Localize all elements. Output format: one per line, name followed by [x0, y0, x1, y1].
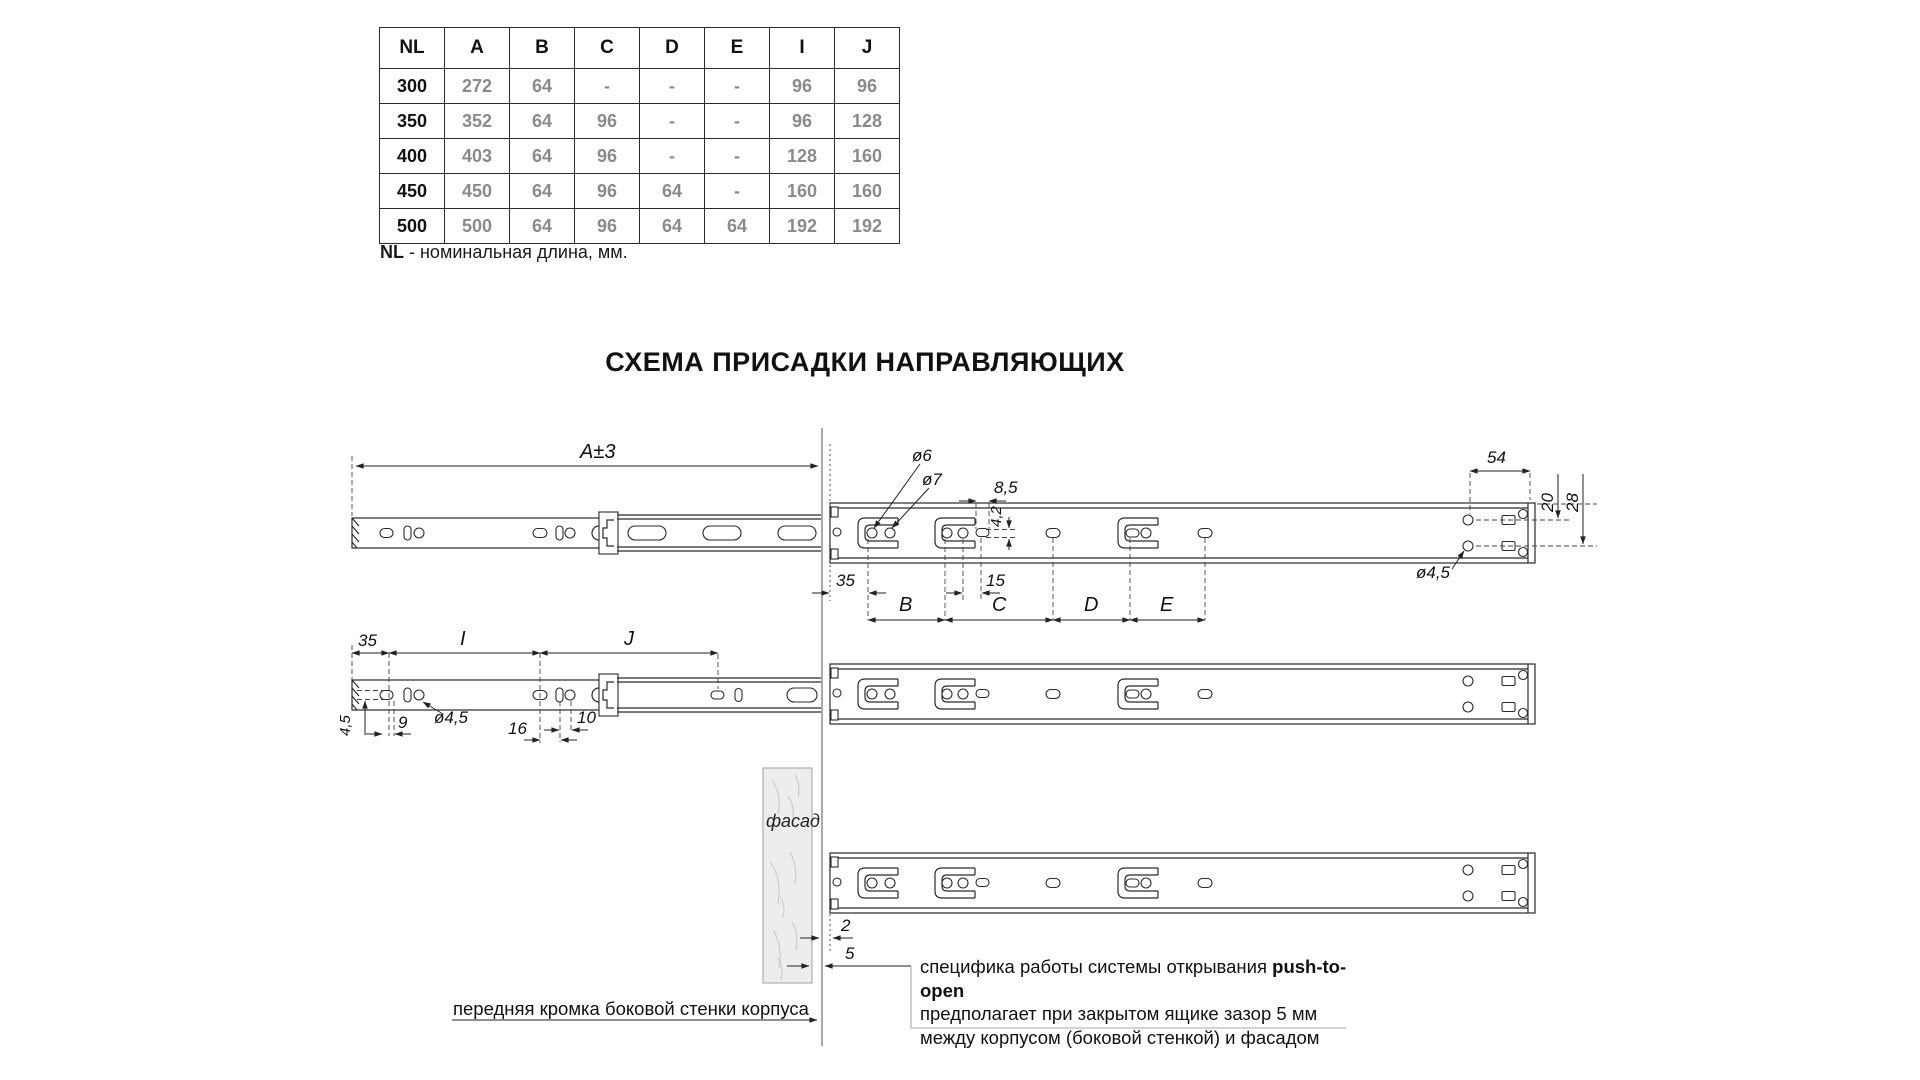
- table-cell: -: [640, 139, 705, 174]
- dim-4-2: 4,2: [988, 506, 1005, 527]
- table-cell: 160: [835, 139, 900, 174]
- row2-middle-rail: [617, 678, 821, 712]
- table-cell: 96: [770, 69, 835, 104]
- table-cell: 192: [770, 209, 835, 244]
- table-cell: 96: [575, 174, 640, 209]
- table-cell: -: [575, 69, 640, 104]
- dim-D: D: [1084, 594, 1099, 616]
- dim-5: 5: [845, 944, 855, 963]
- table-cell: 272: [445, 69, 510, 104]
- table-cell: 96: [575, 104, 640, 139]
- table-col-header: B: [510, 28, 575, 69]
- dim-35-top: 35: [836, 571, 855, 590]
- note-line1-bold: push-to-open: [920, 956, 1347, 1001]
- table-cell: 64: [510, 69, 575, 104]
- table-col-header: C: [575, 28, 640, 69]
- table-cell: 128: [835, 104, 900, 139]
- dim-2: 2: [841, 916, 851, 935]
- table-cell: 160: [770, 174, 835, 209]
- caption-text: - номинальная длина, мм.: [404, 242, 628, 262]
- row1-middle-rail: [617, 515, 821, 551]
- dim-dia45-right: ø4,5: [1416, 563, 1451, 582]
- table-col-header: E: [705, 28, 770, 69]
- table-cell: 64: [705, 209, 770, 244]
- facade-panel: [763, 768, 820, 983]
- dim-B: B: [899, 594, 913, 616]
- dim-4-5-left: 4,5: [337, 715, 354, 736]
- push-to-open-note: [920, 955, 1390, 1049]
- table-cell: 96: [575, 209, 640, 244]
- table-col-header: I: [770, 28, 835, 69]
- front-edge-note: передняя кромка боковой стенки корпуса: [453, 998, 809, 1019]
- table-col-header: A: [445, 28, 510, 69]
- table-cell: 96: [835, 69, 900, 104]
- dim-dia6: ø6: [912, 446, 932, 465]
- dim-dia7: ø7: [922, 470, 942, 489]
- table-col-header: D: [640, 28, 705, 69]
- dim-15: 15: [986, 571, 1005, 590]
- dim-J: J: [624, 628, 634, 650]
- dim-I: I: [460, 628, 466, 650]
- dim-8-5: 8,5: [994, 478, 1018, 497]
- slide-row1: [352, 503, 1535, 563]
- table-cell: 96: [575, 139, 640, 174]
- dim-20: 20: [1538, 493, 1557, 512]
- dim-28: 28: [1563, 493, 1582, 512]
- dim-dia45-mid: ø4,5: [434, 708, 469, 727]
- table-col-header: J: [835, 28, 900, 69]
- dim-E: E: [1160, 594, 1174, 616]
- table-cell: 352: [445, 104, 510, 139]
- dim-9: 9: [398, 713, 408, 732]
- table-cell: 403: [445, 139, 510, 174]
- note-line1: специфика работы системы открывания: [920, 956, 1273, 977]
- table-cell: -: [705, 104, 770, 139]
- table-cell: 128: [770, 139, 835, 174]
- table-cell: 160: [835, 174, 900, 209]
- table-cell: -: [705, 69, 770, 104]
- slide-row2: [352, 664, 1535, 724]
- table-cell: 500: [380, 209, 445, 244]
- dim-C: C: [992, 594, 1007, 616]
- table-cell: 64: [510, 209, 575, 244]
- table-cell: 350: [380, 104, 445, 139]
- dim-35-mid: 35: [358, 631, 377, 650]
- dim-16: 16: [508, 719, 527, 738]
- table-col-header: NL: [380, 28, 445, 69]
- table-cell: -: [640, 104, 705, 139]
- caption-term: NL: [380, 242, 404, 262]
- facade-label: фасад: [766, 811, 821, 831]
- note-line3: между корпусом (боковой стенкой) и фасадом: [920, 1026, 1320, 1048]
- dim-10: 10: [577, 708, 596, 727]
- table-cell: 64: [640, 174, 705, 209]
- slide-row3: [830, 853, 1535, 913]
- table-cell: 400: [380, 139, 445, 174]
- table-cell: 96: [770, 104, 835, 139]
- dim-54: 54: [1487, 448, 1506, 467]
- table-cell: 450: [445, 174, 510, 209]
- table-cell: 300: [380, 69, 445, 104]
- table-cell: 64: [510, 104, 575, 139]
- table-cell: 192: [835, 209, 900, 244]
- table-cell: 450: [380, 174, 445, 209]
- table-cell: -: [705, 139, 770, 174]
- table-cell: 64: [510, 174, 575, 209]
- page-title: СХЕМА ПРИСАДКИ НАПРАВЛЯЮЩИХ: [605, 347, 1125, 377]
- table-cell: -: [640, 69, 705, 104]
- table-cell: 500: [445, 209, 510, 244]
- table-cell: -: [705, 174, 770, 209]
- table-cell: 64: [510, 139, 575, 174]
- dim-overall-length: A±3: [580, 441, 616, 463]
- table-cell: 64: [640, 209, 705, 244]
- note-line2: предполагает при закрытом ящике зазор 5 мм: [920, 1003, 1318, 1024]
